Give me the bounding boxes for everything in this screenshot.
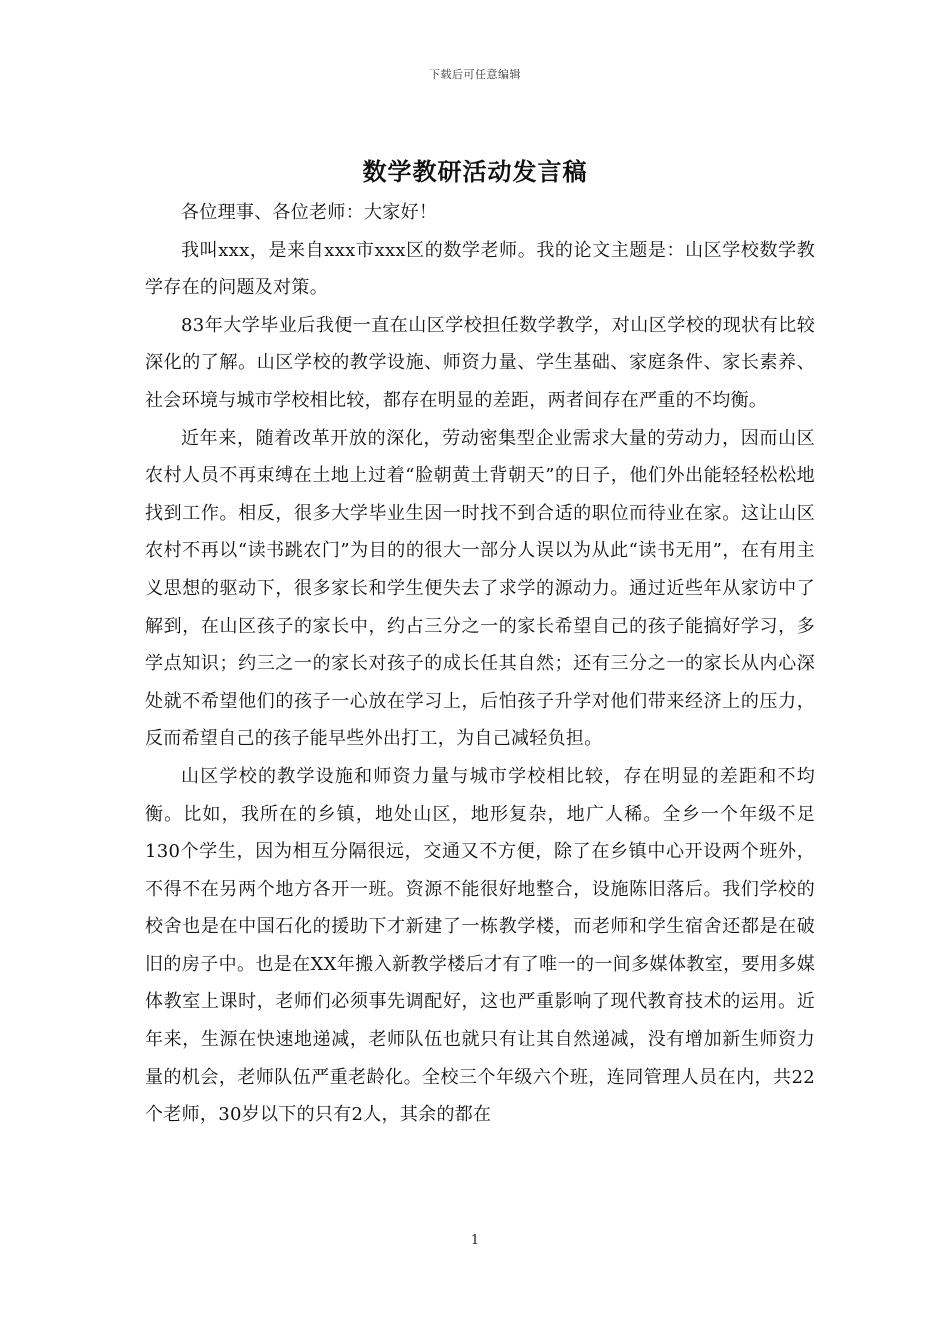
body-paragraph: 83年大学毕业后我便一直在山区学校担任数学教学，对山区学校的现状有比较深化的了解。山区学校的教学设施、师资力量、学生基础、家庭条件、家长素养、社会环境与城市学校相比较，都存在明显的差距，两者间存在严重的不均衡。 <box>145 314 815 411</box>
document-title: 数学教研活动发言稿 <box>362 157 588 186</box>
body-paragraph: 山区学校的教学设施和师资力量与城市学校相比较，存在明显的差距和不均衡。比如，我所在的乡镇，地处山区，地形复杂，地广人稀。全乡一个年级不足130个学生，因为相互分隔很远，交通又不方便，除了在乡镇中心开设两个班外，不得不在另两个地方各开一班。资源不能很好地整合，设施陈旧落后。我们学校的校舍也是在中国石化的援助下才新建了一栋教学楼，而老师和学生宿舍还都是在破旧的房子中。也是在XX年搬入新教学楼后才有了唯一的一间多媒体教室，要用多媒体教室上课时，老师们必须事先调配好，这也严重影响了现代教育技术的运用。近年来，生源在快速地递减，老师队伍也就只有让其自然递减，没有增加新生师资力量的机会，老师队伍严重老龄化。全校三个年级六个班，连同管理人员在内，共22个老师，30岁以下的只有2人，其余的都在 <box>145 765 815 1126</box>
document-body <box>145 194 815 1134</box>
body-paragraph: 我叫xxx，是来自xxx市xxx区的数学老师。我的论文主题是：山区学校数学教学存在的问题及对策。 <box>145 239 815 299</box>
greeting-paragraph: 各位理事、各位老师：大家好！ <box>181 202 438 223</box>
body-paragraph: 近年来，随着改革开放的深化，劳动密集型企业需求大量的劳动力，因而山区农村人员不再束缚在土地上过着“脸朝黄土背朝天”的日子，他们外出能轻轻松松地找到工作。相反，很多大学毕业生因一时找不到合适的职位而待业在家。这让山区农村不再以“读书跳农门”为目的的很大一部分人误以为从此“读书无用”，在有用主义思想的驱动下，很多家长和学生便失去了求学的源动力。通过近些年从家访中了解到，在山区孩子的家长中，约占三分之一的家长希望自己的孩子能搞好学习，多学点知识；约三之一的家长对孩子的成长任其自然；还有三分之一的家长从内心深处就不希望他们的孩子一心放在学习上，后怕孩子升学对他们带来经济上的压力，反而希望自己的孩子能早些外出打工，为自己减轻负担。 <box>145 427 815 750</box>
page-header-note: 下载后可任意编辑 <box>429 68 521 81</box>
page-number: 1 <box>470 1233 480 1248</box>
